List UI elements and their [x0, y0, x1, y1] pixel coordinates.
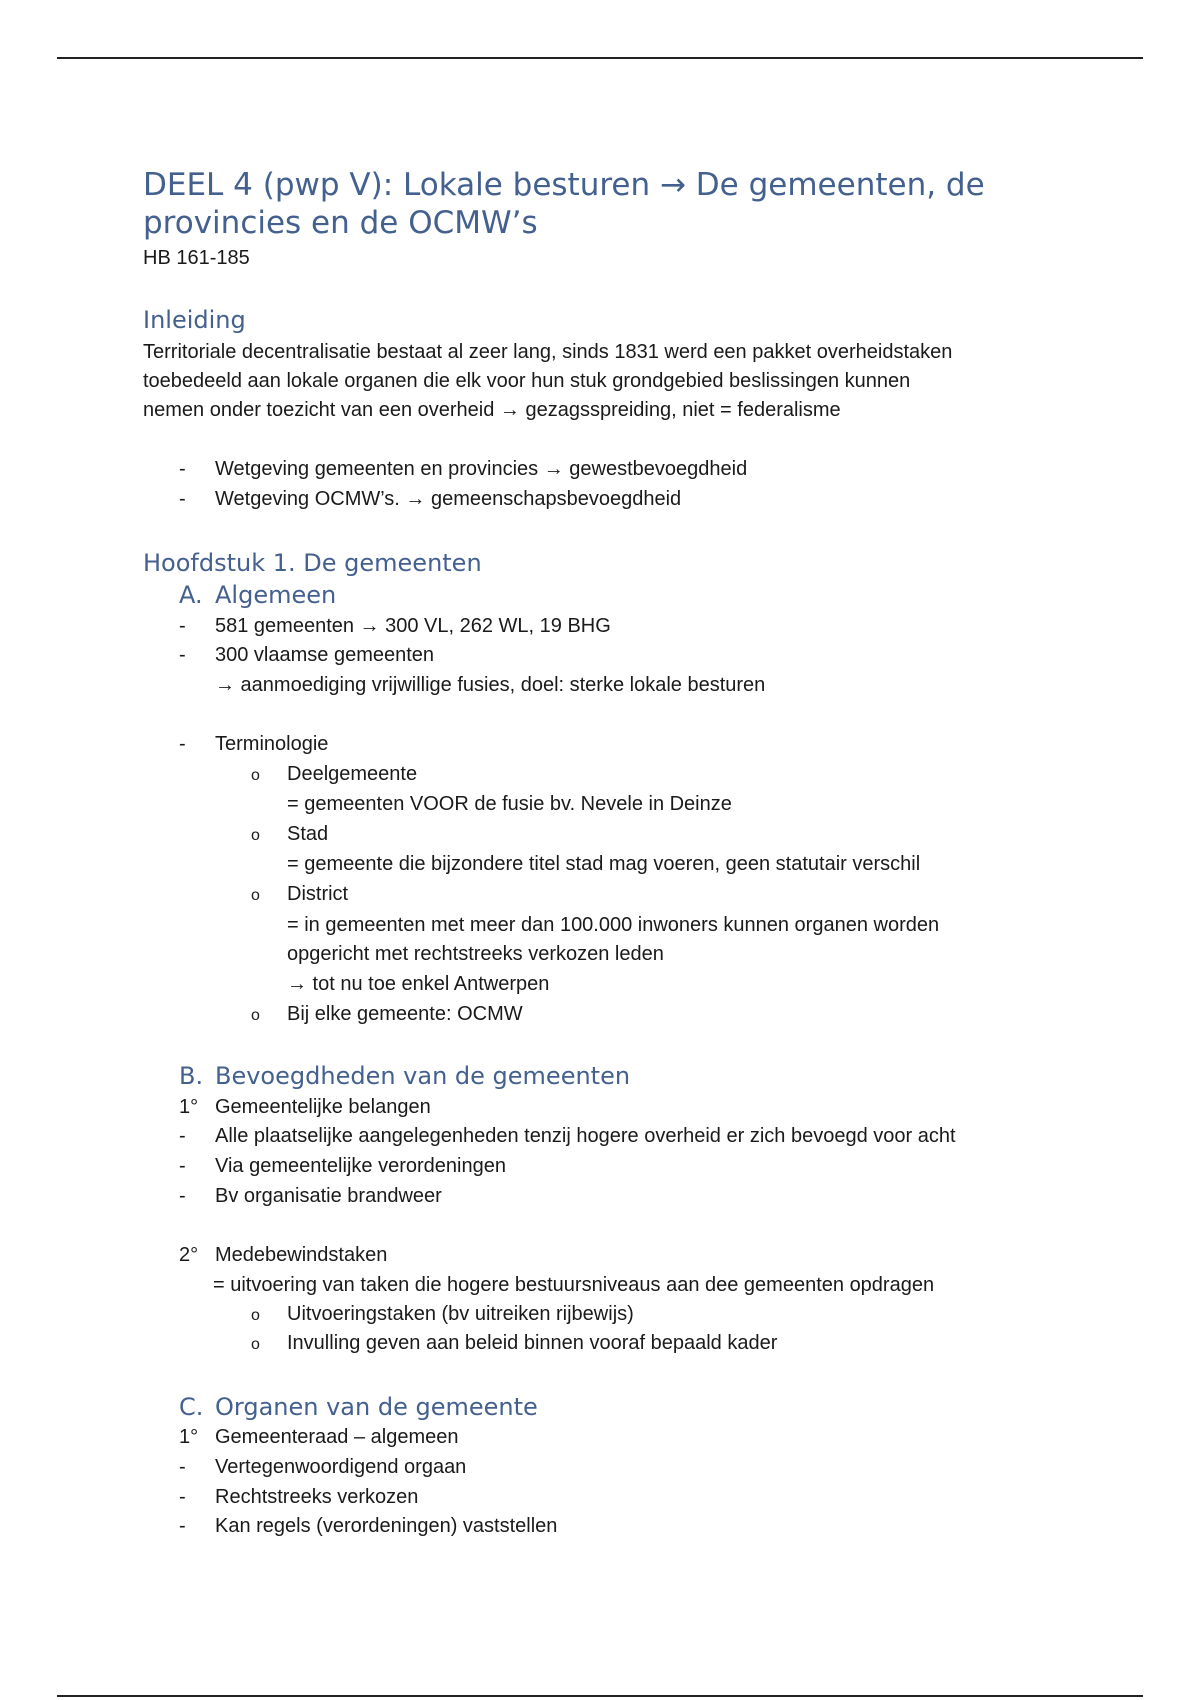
numbered-item: 2° Medebewindstaken: [179, 1244, 388, 1266]
circle-bullet-icon: o: [251, 1007, 260, 1024]
dash-marker: -: [179, 1155, 186, 1177]
list-item: - Bv organisatie brandweer: [179, 1181, 442, 1211]
list-item: - Alle plaatselijke aangelegenheden tenzij hogere overheid er zich bevoegd voor acht: [179, 1121, 956, 1151]
list-item-continuation: → aanmoediging vrijwillige fusies, doel: sterke lokale besturen: [215, 674, 766, 696]
sub-list-item: o District: [251, 879, 348, 911]
page-title: [143, 166, 1103, 242]
dash-marker: -: [179, 1456, 186, 1478]
circle-bullet-icon: o: [251, 887, 260, 904]
definition-line: = uitvoering van taken die hogere bestuursniveaus aan dee gemeenten opdragen: [213, 1274, 935, 1296]
intro-paragraph-line: toebedeeld aan lokale organen die elk voor hun stuk grondgebied beslissingen kunnen: [143, 370, 911, 392]
dash-marker: -: [179, 1515, 186, 1537]
circle-bullet-icon: o: [251, 1307, 260, 1324]
sub-list-item: o Uitvoeringstaken (bv uitreiken rijbewijs): [251, 1299, 634, 1331]
intro-paragraph-line: Territoriale decentralisatie bestaat al zeer lang, sinds 1831 werd een pakket overheidstaken: [143, 341, 953, 363]
definition-line: opgericht met rechtstreeks verkozen leden: [287, 943, 664, 965]
list-item: - Wetgeving OCMW’s. → gemeenschapsbevoegdheid: [179, 484, 681, 514]
definition-line: = in gemeenten met meer dan 100.000 inwoners kunnen organen worden: [287, 914, 940, 936]
definition-line: = gemeente die bijzondere titel stad mag voeren, geen statutair verschil: [287, 853, 921, 875]
page-reference: HB 161-185: [143, 247, 250, 269]
dash-marker: -: [179, 1486, 186, 1508]
section-b-heading: B. Bevoegdheden van de gemeenten: [179, 1062, 631, 1090]
bottom-rule: [57, 1695, 1143, 1697]
title-line-2: provincies en de OCMW’s: [143, 205, 538, 241]
top-rule: [57, 57, 1143, 59]
list-item: - Wetgeving gemeenten en provincies → gewestbevoegdheid: [179, 454, 747, 484]
circle-bullet-icon: o: [251, 1336, 260, 1353]
dash-marker: -: [179, 644, 186, 666]
dash-marker: -: [179, 1185, 186, 1207]
title-line-1: DEEL 4 (pwp V): Lokale besturen → De gemeenten, de: [143, 167, 985, 203]
section-a-heading: A. Algemeen: [179, 581, 337, 609]
numbered-item: 1° Gemeenteraad – algemeen: [179, 1426, 459, 1448]
list-item: - Rechtstreeks verkozen: [179, 1482, 418, 1512]
list-item: - Terminologie: [179, 729, 328, 759]
sub-list-item: o Invulling geven aan beleid binnen vooraf bepaald kader: [251, 1328, 777, 1360]
list-item: - Vertegenwoordigend orgaan: [179, 1452, 466, 1482]
section-c-heading: C. Organen van de gemeente: [179, 1393, 538, 1421]
sub-list-item: o Deelgemeente: [251, 759, 417, 791]
definition-line: = gemeenten VOOR de fusie bv. Nevele in Deinze: [287, 793, 732, 815]
list-item: - Kan regels (verordeningen) vaststellen: [179, 1511, 557, 1541]
chapter-heading: Hoofdstuk 1. De gemeenten: [143, 549, 482, 577]
intro-heading: Inleiding: [143, 306, 246, 334]
definition-line: → tot nu toe enkel Antwerpen: [287, 973, 550, 995]
dash-marker: -: [179, 1125, 186, 1147]
dash-marker: -: [179, 733, 186, 755]
sub-list-item: o Bij elke gemeente: OCMW: [251, 999, 523, 1031]
intro-paragraph-line: nemen onder toezicht van een overheid → gezagsspreiding, niet = federalisme: [143, 399, 841, 421]
dash-marker: -: [179, 458, 186, 480]
circle-bullet-icon: o: [251, 767, 260, 784]
dash-marker: -: [179, 615, 186, 637]
numbered-item: 1° Gemeentelijke belangen: [179, 1096, 431, 1118]
list-item: - 300 vlaamse gemeenten: [179, 640, 434, 670]
sub-list-item: o Stad: [251, 819, 328, 851]
list-item: - 581 gemeenten → 300 VL, 262 WL, 19 BHG: [179, 611, 611, 641]
list-item: - Via gemeentelijke verordeningen: [179, 1151, 506, 1181]
circle-bullet-icon: o: [251, 827, 260, 844]
dash-marker: -: [179, 488, 186, 510]
